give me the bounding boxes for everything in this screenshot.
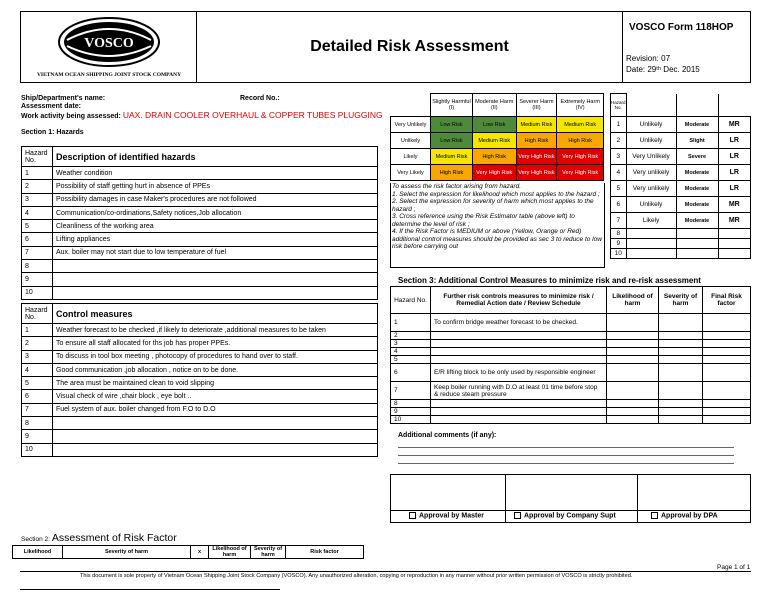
rf-factor: MR — [718, 117, 750, 133]
matrix-row — [391, 149, 604, 165]
work-activity-label: Work activity being assessed: — [21, 113, 121, 120]
risk-factor-row — [611, 149, 751, 165]
risk-cell: Medium Risk — [557, 117, 604, 133]
s3-row — [391, 348, 751, 356]
section2-col: Risk factor — [286, 546, 364, 559]
rf-likelihood: Unlikely — [626, 197, 676, 213]
control-text — [53, 443, 378, 456]
hazard-row — [22, 167, 378, 180]
section2-col: Severity of harm — [63, 546, 191, 559]
section2-table — [12, 545, 364, 559]
s3-final — [703, 314, 751, 332]
s3-final — [703, 408, 751, 416]
hazard-row — [22, 286, 378, 299]
hazard-row — [22, 260, 378, 273]
s3-likelihood — [607, 332, 659, 340]
risk-cell: Very High Risk — [516, 149, 557, 165]
severity-header: Extremely Harm (IV) — [557, 94, 604, 117]
control-no: 5 — [22, 377, 53, 390]
form-code: VOSCO Form 118HOP — [629, 22, 734, 33]
hazard-row — [22, 193, 378, 206]
s3-likelihood — [607, 356, 659, 364]
instruction-line: To assess the risk factor arising from hazard. — [392, 183, 522, 190]
hazard-text: Cleanliness of the working area — [53, 220, 378, 233]
s3-text: E/R lifting block to be only used by responsible engineer — [431, 364, 607, 382]
section2-prefix: Section 2: — [21, 536, 50, 543]
rf-severity: Moderate — [676, 213, 718, 229]
s3-no: 3 — [391, 340, 431, 348]
revision-info — [626, 53, 700, 75]
control-no: 7 — [22, 403, 53, 416]
approval-divider — [391, 510, 750, 511]
control-no: 6 — [22, 390, 53, 403]
rf-severity: Slight — [676, 133, 718, 149]
risk-cell: Very High Risk — [516, 165, 557, 181]
document-header — [20, 11, 751, 83]
hazards-header-row — [22, 147, 378, 167]
rf-no: 7 — [611, 213, 627, 229]
rf-no: 5 — [611, 181, 627, 197]
control-desc-header: Control measures — [53, 304, 378, 324]
hazard-row — [22, 233, 378, 246]
comments-label: Additional comments (if any): — [398, 432, 497, 439]
risk-factor-row — [611, 249, 751, 259]
hazard-no: 3 — [22, 193, 53, 206]
s3-text — [431, 332, 607, 340]
control-text: Visual check of wire ,chair block , eye bolt .. — [53, 390, 378, 403]
control-text: Weather forecast to be checked ,if likely to deteriorate ,additional measures to be taken — [53, 324, 378, 337]
risk-factor-table — [610, 93, 751, 259]
revision: Revision: 07 — [626, 54, 671, 63]
likelihood-label: Unlikely — [391, 133, 431, 149]
rf-factor — [718, 239, 750, 249]
s3-severity — [659, 408, 703, 416]
s3-no: 8 — [391, 400, 431, 408]
s3-text — [431, 408, 607, 416]
record-label: Record No.: — [240, 95, 280, 102]
comment-line — [398, 463, 734, 464]
s3-no: 6 — [391, 364, 431, 382]
s3-row — [391, 382, 751, 400]
hazard-desc-header: Description of identified hazards — [53, 147, 378, 167]
s3-no-header: Hazard No. — [391, 287, 431, 314]
work-activity-value: UAX. DRAIN COOLER OVERHAUL & COPPER TUBES PLUGGING — [122, 110, 383, 120]
rf-no: 8 — [611, 229, 627, 239]
s3-final — [703, 332, 751, 340]
s3-final — [703, 340, 751, 348]
rf-factor: LR — [718, 165, 750, 181]
checkbox-icon[interactable] — [651, 512, 658, 519]
footer-rule — [20, 571, 751, 572]
page-number: Page 1 of 1 — [717, 564, 751, 571]
hazard-text — [53, 286, 378, 299]
hazard-row — [22, 220, 378, 233]
control-text: The area must be maintained clean to void slipping — [53, 377, 378, 390]
control-row — [22, 363, 378, 376]
section3-table — [390, 286, 751, 424]
risk-factor-header — [611, 94, 751, 117]
controls-header-row — [22, 304, 378, 324]
hazard-no: 8 — [22, 260, 53, 273]
risk-factor-row — [611, 239, 751, 249]
risk-cell: High Risk — [431, 165, 473, 181]
s3-row — [391, 364, 751, 382]
section2-col: x — [191, 546, 209, 559]
hazard-row — [22, 246, 378, 259]
risk-factor-row — [611, 133, 751, 149]
risk-cell: Medium Risk — [516, 117, 557, 133]
s3-likelihood — [607, 416, 659, 424]
matrix-row — [391, 133, 604, 149]
control-row — [22, 324, 378, 337]
rf-likelihood: Unlikely — [626, 117, 676, 133]
section2-header-row — [13, 546, 364, 559]
control-row — [22, 417, 378, 430]
rf-blank — [718, 94, 750, 117]
section2-title — [21, 532, 177, 544]
likelihood-label: Very Unlikely — [391, 117, 431, 133]
hazard-no: 1 — [22, 167, 53, 180]
s3-final — [703, 348, 751, 356]
s3-likelihood — [607, 400, 659, 408]
hazard-text: Lifting appliances — [53, 233, 378, 246]
risk-cell: Low Risk — [431, 117, 473, 133]
hazard-text: Possibility of staff getting hurt in absence of PPEs — [53, 180, 378, 193]
risk-cell: Low Risk — [431, 133, 473, 149]
s3-severity — [659, 332, 703, 340]
hazard-text: Communication/co-ordinations,Safety notices,Job allocation — [53, 206, 378, 219]
rf-no-header: Hazard No. — [611, 94, 627, 117]
rf-no: 1 — [611, 117, 627, 133]
rf-factor: LR — [718, 133, 750, 149]
hazards-table — [21, 146, 378, 300]
instruction-line: 3. Cross reference using the Risk Estimator table (above left) to determine the level of risk ; — [392, 213, 575, 228]
footer-notice: This document is sole property of Vietnam Ocean Shipping Joint Stock Company (VOSCO). Any unauthorized alteration, copying or reproduction in any manner without prior written permission of VOSCO is strictly prohibited. — [80, 573, 633, 579]
checkbox-icon[interactable] — [409, 512, 416, 519]
matrix-header-row — [391, 94, 604, 117]
s3-no: 1 — [391, 314, 431, 332]
control-text: To discuss in tool box meeting , photocopy of procedures to hand over to staff. — [53, 350, 378, 363]
rf-factor: LR — [718, 149, 750, 165]
matrix-row — [391, 117, 604, 133]
s3-likelihood — [607, 340, 659, 348]
control-no-header: Hazard No. — [22, 304, 53, 324]
footer-rule — [20, 589, 280, 590]
s3-likelihood — [607, 382, 659, 400]
s3-final — [703, 382, 751, 400]
s3-likelihood — [607, 348, 659, 356]
rf-no: 2 — [611, 133, 627, 149]
rf-severity: Moderate — [676, 117, 718, 133]
rf-severity — [676, 249, 718, 259]
approval-dpa[interactable] — [651, 512, 718, 519]
section2-heading: Assessment of Risk Factor — [51, 532, 177, 544]
risk-cell: High Risk — [557, 133, 604, 149]
rf-likelihood — [626, 249, 676, 259]
instructions-box — [390, 183, 605, 268]
comment-line — [398, 447, 734, 448]
approval-box — [390, 474, 751, 523]
risk-cell: Medium Risk — [472, 133, 516, 149]
s3-text — [431, 400, 607, 408]
control-no: 3 — [22, 350, 53, 363]
control-row — [22, 337, 378, 350]
control-no: 2 — [22, 337, 53, 350]
s3-severity — [659, 340, 703, 348]
section3-header-row — [391, 287, 751, 314]
risk-cell: High Risk — [516, 133, 557, 149]
severity-header: Moderate Harm (II) — [472, 94, 516, 117]
hazard-no: 9 — [22, 273, 53, 286]
rf-severity: Moderate — [676, 181, 718, 197]
hazard-text — [53, 273, 378, 286]
hazard-row — [22, 273, 378, 286]
rf-factor: LR — [718, 181, 750, 197]
control-row — [22, 377, 378, 390]
control-text — [53, 430, 378, 443]
control-measures-table — [21, 303, 378, 457]
s3-no: 2 — [391, 332, 431, 340]
risk-cell: High Risk — [472, 149, 516, 165]
control-no: 4 — [22, 363, 53, 376]
s3-row — [391, 356, 751, 364]
checkbox-icon[interactable] — [514, 512, 521, 519]
logo-text: VOSCO — [84, 36, 134, 51]
rf-severity: Moderate — [676, 165, 718, 181]
hazard-no-header: Hazard No. — [22, 147, 53, 167]
rf-likelihood: Very unlikely — [626, 165, 676, 181]
control-row — [22, 350, 378, 363]
page-title: Detailed Risk Assessment — [310, 38, 509, 55]
s3-no: 5 — [391, 356, 431, 364]
s3-no: 9 — [391, 408, 431, 416]
instruction-line: 4. If the Risk Factor is MEDIUM or above (Yellow, Orange or Red) additional control measures should be provided as sec 3 to reduce to low risk before carrying out — [392, 228, 602, 250]
logo-cell — [21, 12, 197, 82]
company-name: VIETNAM OCEAN SHIPPING JOINT STOCK COMPANY — [36, 72, 182, 78]
hazard-no: 6 — [22, 233, 53, 246]
hazard-row — [22, 206, 378, 219]
hazard-row — [22, 180, 378, 193]
section2-col: Likelihood — [13, 546, 63, 559]
rf-severity: Severe — [676, 149, 718, 165]
matrix-corner — [391, 94, 431, 117]
approval-divider — [637, 475, 638, 522]
risk-factor-row — [611, 197, 751, 213]
matrix-row — [391, 165, 604, 181]
control-text: To ensure all staff allocated for ths job has proper PPEs. — [53, 337, 378, 350]
title-cell — [197, 12, 623, 82]
control-row — [22, 430, 378, 443]
hazard-text: Aux. boiler may not start due to low temperature of fuel — [53, 246, 378, 259]
s3-text — [431, 356, 607, 364]
s3-text: Keep boiler running with D.O at least 01 time before stop & reduce steam pressure — [431, 382, 607, 400]
rf-factor — [718, 229, 750, 239]
s3-row — [391, 408, 751, 416]
s3-final-header: Final Risk factor — [703, 287, 751, 314]
s3-text: To confirm bridge weather forecast to be checked. — [431, 314, 607, 332]
rf-likelihood: Unlikely — [626, 133, 676, 149]
risk-factor-row — [611, 165, 751, 181]
s3-row — [391, 416, 751, 424]
s3-row — [391, 314, 751, 332]
rf-likelihood: Very Unlikely — [626, 149, 676, 165]
rf-no: 9 — [611, 239, 627, 249]
rf-likelihood — [626, 229, 676, 239]
control-no: 1 — [22, 324, 53, 337]
instruction-line: 2. Select the expression for severity of harm which most applies to the hazard ; — [392, 198, 594, 213]
approval-company[interactable] — [514, 512, 616, 519]
risk-cell: Very High Risk — [557, 165, 604, 181]
rf-likelihood: Likely — [626, 213, 676, 229]
hazard-no: 4 — [22, 206, 53, 219]
severity-header: Severer Harm (III) — [516, 94, 557, 117]
hazard-text: Possibility damages in case Maker's procedures are not followed — [53, 193, 378, 206]
hazard-no: 5 — [22, 220, 53, 233]
form-info-cell — [623, 12, 750, 82]
revision-date: Date: 29ᵗʰ Dec. 2015 — [626, 65, 700, 74]
rf-factor — [718, 249, 750, 259]
risk-cell: Medium Risk — [431, 149, 473, 165]
section2-col: Likelihood of harm — [209, 546, 251, 559]
s3-severity — [659, 416, 703, 424]
section2-col: Severity of harm — [251, 546, 286, 559]
s3-likelihood — [607, 314, 659, 332]
risk-cell: Very High Risk — [557, 149, 604, 165]
s3-no: 10 — [391, 416, 431, 424]
rf-no: 3 — [611, 149, 627, 165]
risk-factor-row — [611, 213, 751, 229]
s3-severity — [659, 314, 703, 332]
control-no: 8 — [22, 417, 53, 430]
risk-factor-row — [611, 229, 751, 239]
hazard-no: 7 — [22, 246, 53, 259]
rf-blank — [626, 94, 676, 117]
assessment-date-label: Assessment date: — [21, 103, 81, 110]
rf-severity — [676, 229, 718, 239]
rf-factor: MR — [718, 213, 750, 229]
control-row — [22, 390, 378, 403]
approval-dpa-label: Approval by DPA — [661, 512, 718, 520]
approval-master-label: Approval by Master — [419, 512, 484, 520]
control-row — [22, 443, 378, 456]
rf-likelihood: Very unlikely — [626, 181, 676, 197]
control-text: Good communication ,job allocation , notice on to be done. — [53, 363, 378, 376]
rf-likelihood — [626, 239, 676, 249]
s3-text — [431, 340, 607, 348]
s3-severity — [659, 400, 703, 408]
control-text — [53, 417, 378, 430]
instruction-line: 1. Select the expression for likelihood which most applies to the hazard ; — [392, 190, 600, 198]
rf-no: 4 — [611, 165, 627, 181]
rf-blank — [676, 94, 718, 117]
approval-divider — [505, 475, 506, 522]
s3-severity — [659, 356, 703, 364]
s3-likelihood-header: Likelihood of harm — [607, 287, 659, 314]
s3-severity-header: Severity of harm — [659, 287, 703, 314]
s3-row — [391, 332, 751, 340]
s3-severity — [659, 348, 703, 356]
risk-cell: Very High Risk — [472, 165, 516, 181]
control-no: 9 — [22, 430, 53, 443]
s3-final — [703, 364, 751, 382]
rf-severity: Moderate — [676, 197, 718, 213]
rf-severity — [676, 239, 718, 249]
ship-label: Ship/Department's name: — [21, 95, 106, 102]
s3-row — [391, 340, 751, 348]
s3-final — [703, 400, 751, 408]
section1-title: Section 1: Hazards — [21, 129, 84, 136]
approval-master[interactable] — [409, 512, 484, 519]
risk-cell: Low Risk — [472, 117, 516, 133]
s3-likelihood — [607, 364, 659, 382]
rf-no: 6 — [611, 197, 627, 213]
severity-header: Slightly Harmful (I) — [431, 94, 473, 117]
control-text: Fuel system of aux. boiler changed from F.O to D.O — [53, 403, 378, 416]
s3-row — [391, 400, 751, 408]
vosco-logo — [57, 16, 161, 68]
s3-no: 4 — [391, 348, 431, 356]
comment-line — [398, 455, 734, 456]
s3-measures-header: Further risk controls measures to minimize risk / Remedial Action date / Review Schedule — [431, 287, 607, 314]
risk-matrix — [390, 93, 604, 181]
hazard-no: 2 — [22, 180, 53, 193]
hazard-text: Weather condition — [53, 167, 378, 180]
s3-severity — [659, 382, 703, 400]
s3-final — [703, 356, 751, 364]
s3-severity — [659, 364, 703, 382]
likelihood-label: Very Likely — [391, 165, 431, 181]
control-no: 10 — [22, 443, 53, 456]
s3-final — [703, 416, 751, 424]
section3-title: Section 3: Additional Control Measures to minimize risk and re-risk assessment — [398, 276, 701, 285]
s3-likelihood — [607, 408, 659, 416]
s3-no: 7 — [391, 382, 431, 400]
risk-factor-row — [611, 117, 751, 133]
s3-text — [431, 348, 607, 356]
risk-factor-row — [611, 181, 751, 197]
control-row — [22, 403, 378, 416]
rf-factor: MR — [718, 197, 750, 213]
hazard-text — [53, 260, 378, 273]
s3-text — [431, 416, 607, 424]
hazard-no: 10 — [22, 286, 53, 299]
work-activity — [21, 110, 383, 120]
likelihood-label: Likely — [391, 149, 431, 165]
approval-company-label: Approval by Company Supt — [524, 512, 616, 520]
rf-no: 10 — [611, 249, 627, 259]
